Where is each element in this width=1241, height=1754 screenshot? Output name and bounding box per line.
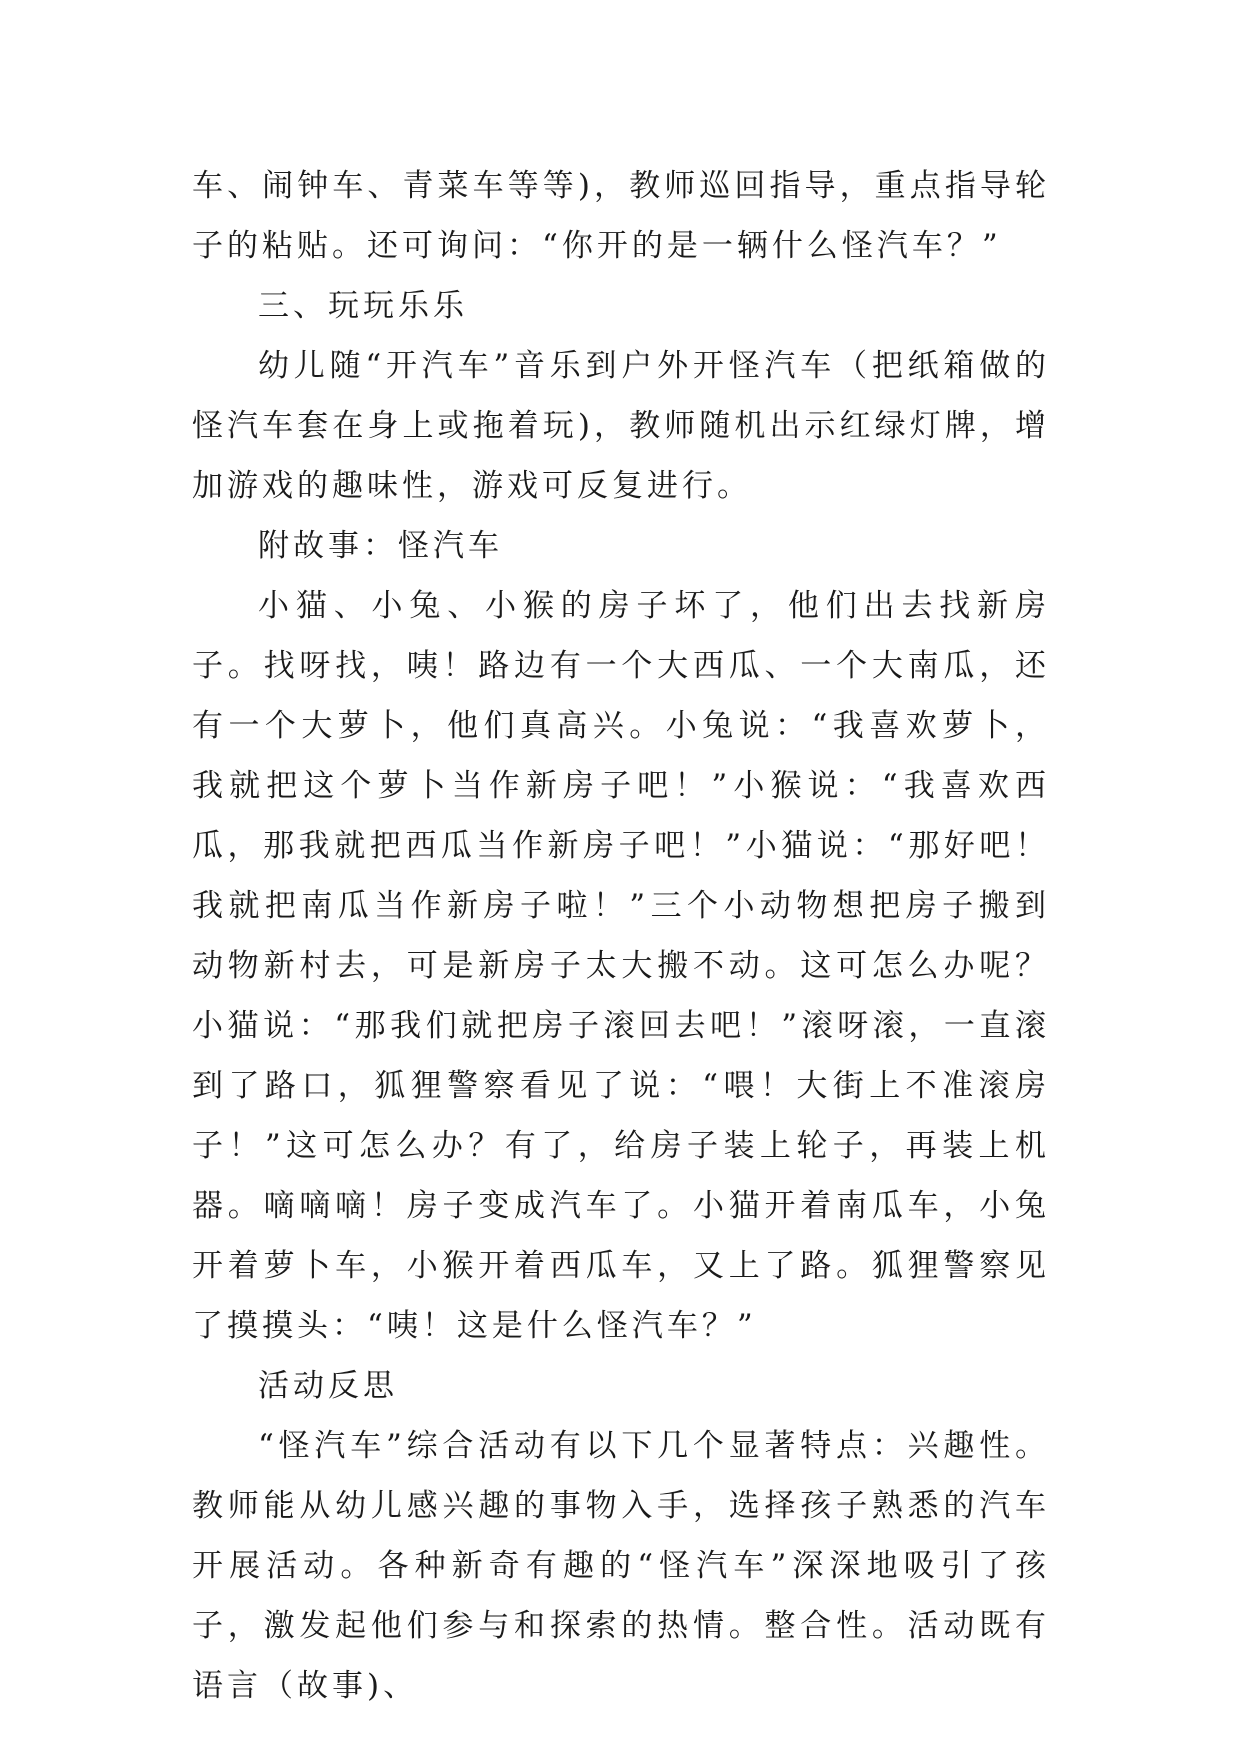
section-heading-play: 三、玩玩乐乐 [258,288,468,324]
paragraph-play-activity: 幼儿随“开汽车”音乐到户外开怪汽车（把纸箱做的怪汽车套在身上或拖着玩)，教师随机出示红绿灯牌，增加游戏的趣味性，游戏可反复进行。 [192,348,1050,504]
story-heading: 附故事：怪汽车 [258,528,503,564]
paragraph-story: 小猫、小兔、小猴的房子坏了，他们出去找新房子。找呀找，咦！路边有一个大西瓜、一个大南瓜，还有一个大萝卜，他们真高兴。小兔说：“我喜欢萝卜，我就把这个萝卜当作新房子吧！”小猴说：“我喜欢西瓜，那我就把西瓜当作新房子吧！”小猫说：“那好吧！我就把南瓜当作新房子啦！”三个小动物想把房子搬到动物新村去，可是新房子太大搬不动。这可怎么办呢？小猫说：“那我们就把房子滚回去吧！”滚呀滚，一直滚到了路口，狐狸警察看见了说：“喂！大街上不准滚房子！”这可怎么办？有了，给房子装上轮子，再装上机器。嘀嘀嘀！房子变成汽车了。小猫开着南瓜车，小兔开着萝卜车，小猴开着西瓜车，又上了路。狐狸警察见了摸摸头：“咦！这是什么怪汽车？” [192,588,1050,1344]
document-body [192,156,1050,1716]
paragraph-continuation: 车、闹钟车、青菜车等等)，教师巡回指导，重点指导轮子的粘贴。还可询问：“你开的是一辆什么怪汽车？” [192,168,1050,264]
paragraph-reflection: “怪汽车”综合活动有以下几个显著特点：兴趣性。教师能从幼儿感兴趣的事物入手，选择孩子熟悉的汽车开展活动。各种新奇有趣的“怪汽车”深深地吸引了孩子，激发起他们参与和探索的热情。整合性。活动既有语言（故事)、 [192,1428,1050,1704]
section-heading-reflection: 活动反思 [258,1368,398,1404]
